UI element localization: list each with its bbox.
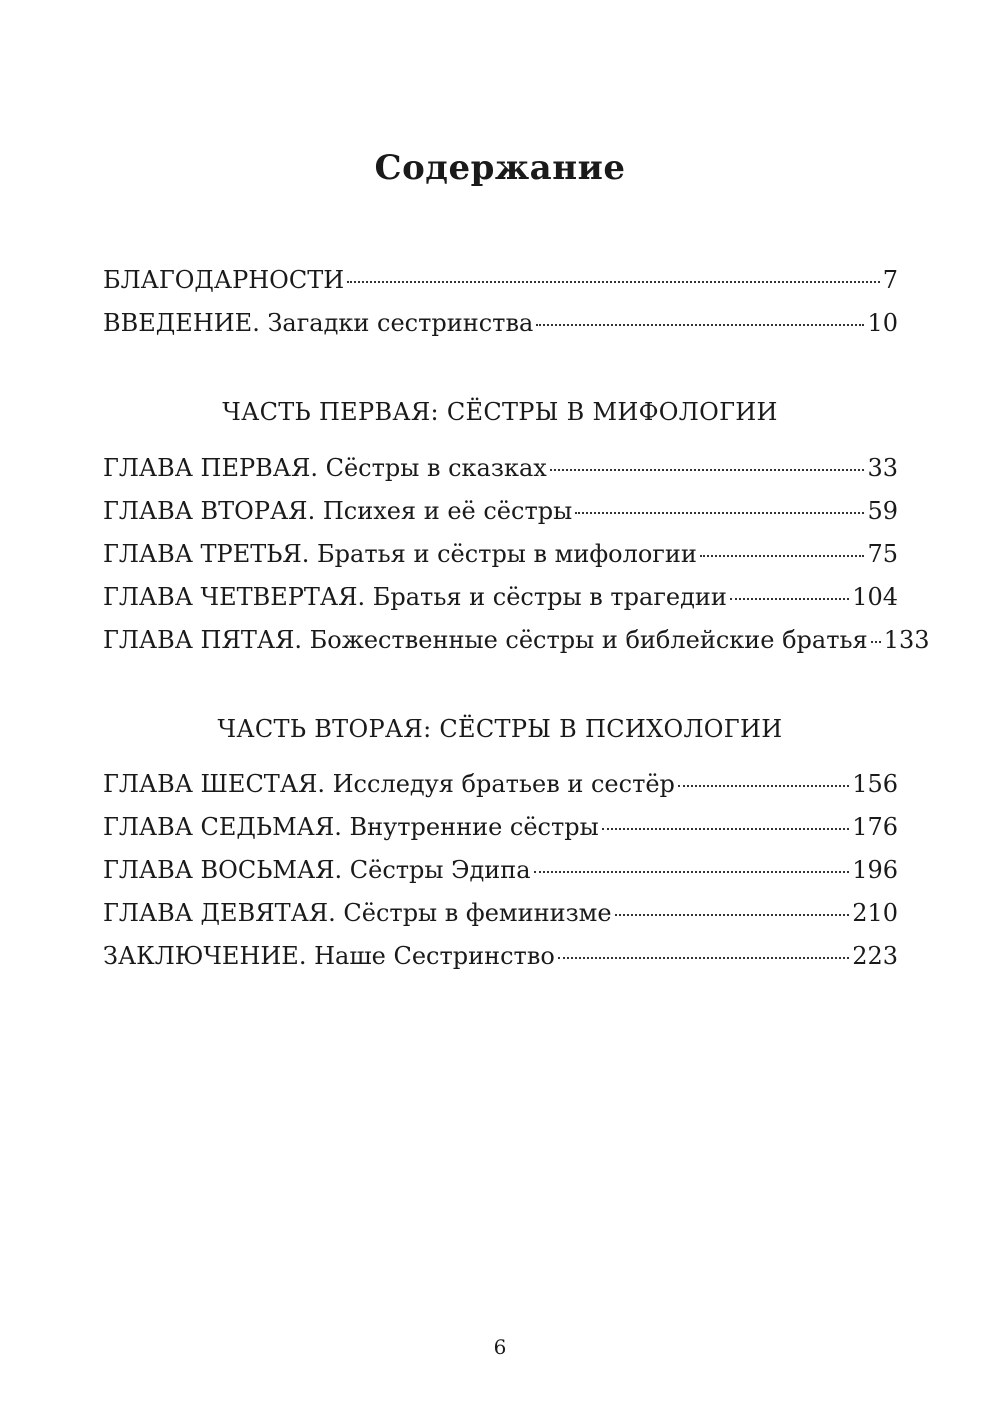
toc-dot-leader xyxy=(730,598,849,600)
toc-dot-leader xyxy=(871,641,881,643)
page-number: 6 xyxy=(493,1335,507,1359)
toc-dot-leader xyxy=(550,469,865,471)
toc-entry-label: ГЛАВА ПЕРВАЯ. Сёстры в сказках xyxy=(103,454,547,482)
toc-entry-page: 156 xyxy=(852,770,898,798)
toc-entry[interactable] xyxy=(103,583,898,626)
toc-entry[interactable] xyxy=(103,309,898,352)
toc-front-matter xyxy=(103,266,898,352)
toc-entry-page: 133 xyxy=(883,626,930,654)
toc-entry-label: ГЛАВА ДЕВЯТАЯ. Сёстры в феминизме xyxy=(103,899,612,927)
toc-entry-label: ГЛАВА ВТОРАЯ. Психея и её сёстры xyxy=(103,497,573,525)
toc-entry-label: ЗАКЛЮЧЕНИЕ. Наше Сестринство xyxy=(103,942,555,970)
toc-entry-page: 176 xyxy=(852,813,898,841)
toc-entry-label: ГЛАВА ТРЕТЬЯ. Братья и сёстры в мифологии xyxy=(103,540,697,568)
toc-entry[interactable] xyxy=(103,266,898,309)
toc-entry-page: 33 xyxy=(867,454,898,482)
toc-dot-leader xyxy=(536,324,864,326)
toc-dot-leader xyxy=(575,512,864,514)
toc-entry-page: 10 xyxy=(867,309,898,337)
toc-part-two xyxy=(103,770,898,985)
toc-entry-label: ГЛАВА СЕДЬМАЯ. Внутренние сёстры xyxy=(103,813,599,841)
toc-entry-page: 196 xyxy=(852,856,898,884)
toc-dot-leader xyxy=(678,785,849,787)
toc-entry-label: ВВЕДЕНИЕ. Загадки сестринства xyxy=(103,309,534,337)
toc-entry[interactable] xyxy=(103,454,898,497)
toc-part-one xyxy=(103,454,930,669)
toc-entry[interactable] xyxy=(103,856,898,899)
toc-entry-label: ГЛАВА ВОСЬМАЯ. Сёстры Эдипа xyxy=(103,856,531,884)
toc-entry-label: БЛАГОДАРНОСТИ xyxy=(103,266,345,294)
page-title: Содержание xyxy=(374,148,626,188)
toc-dot-leader xyxy=(534,871,850,873)
toc-entry-page: 210 xyxy=(852,899,898,927)
toc-entry-label: ГЛАВА ПЯТАЯ. Божественные сёстры и библейские братья xyxy=(103,626,868,654)
toc-entry-page: 75 xyxy=(867,540,898,568)
toc-entry[interactable] xyxy=(103,899,898,942)
toc-entry[interactable] xyxy=(103,540,898,583)
toc-entry[interactable] xyxy=(103,942,898,985)
toc-entry-page: 59 xyxy=(867,497,898,525)
toc-dot-leader xyxy=(615,914,850,916)
part-heading: ЧАСТЬ ВТОРАЯ: СЁСТРЫ В ПСИХОЛОГИИ xyxy=(217,715,783,743)
toc-entry[interactable] xyxy=(103,770,898,813)
part-heading: ЧАСТЬ ПЕРВАЯ: СЁСТРЫ В МИФОЛОГИИ xyxy=(222,398,778,426)
toc-dot-leader xyxy=(347,281,880,283)
toc-entry-page: 7 xyxy=(882,266,898,294)
toc-dot-leader xyxy=(558,957,849,959)
toc-entry-page: 223 xyxy=(852,942,898,970)
toc-entry[interactable] xyxy=(103,813,898,856)
toc-entry[interactable] xyxy=(103,626,930,669)
toc-entry[interactable] xyxy=(103,497,898,540)
toc-dot-leader xyxy=(602,828,849,830)
toc-entry-label: ГЛАВА ЧЕТВЕРТАЯ. Братья и сёстры в трагедии xyxy=(103,583,727,611)
toc-entry-label: ГЛАВА ШЕСТАЯ. Исследуя братьев и сестёр xyxy=(103,770,675,798)
toc-entry-page: 104 xyxy=(852,583,898,611)
toc-dot-leader xyxy=(700,555,865,557)
